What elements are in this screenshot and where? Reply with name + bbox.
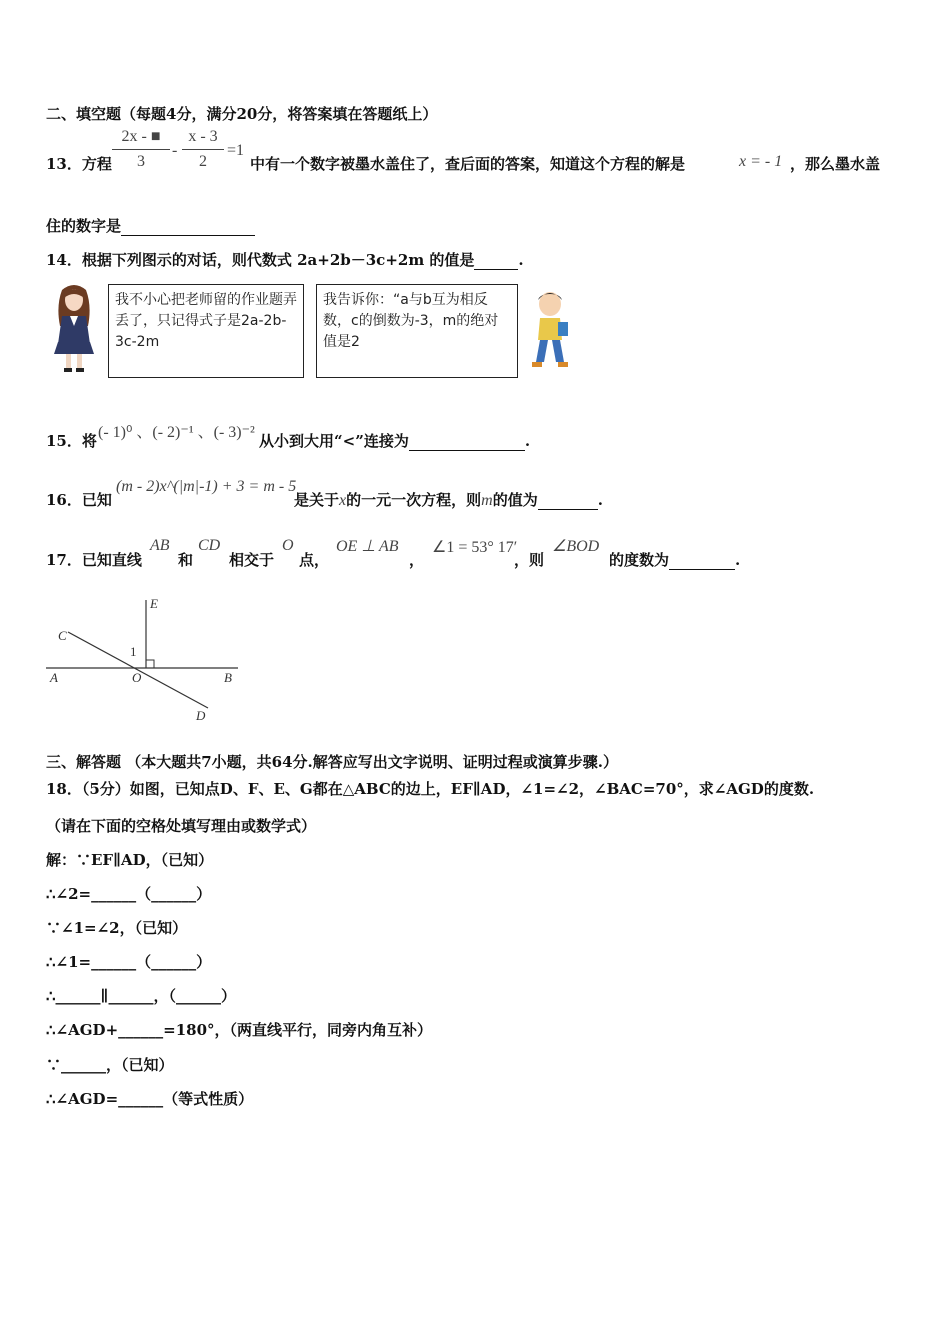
label-c: C <box>58 628 67 643</box>
q13-text: 中有一个数字被墨水盖住了，查后面的答案，知道这个方程的解是 <box>250 155 686 173</box>
label-b: B <box>224 670 232 685</box>
q17-answer-blank[interactable] <box>669 551 735 570</box>
q17-comma-1: ， <box>409 551 425 569</box>
q14-period: . <box>518 251 524 269</box>
label-angle-1: 1 <box>130 644 137 659</box>
q18-step-8[interactable]: ∴∠AGD=______（等式性质） <box>46 1090 254 1108</box>
q18-step-2[interactable]: ∴∠2=______（______） <box>46 885 212 903</box>
q17-intersect: 相交于 <box>229 551 275 569</box>
q13-frac1-numerator: 2x - ■ <box>121 128 161 145</box>
q13-fraction-2 <box>182 128 224 171</box>
q16-text-3: 的值为 <box>492 491 538 509</box>
q14-answer-blank[interactable] <box>474 251 518 270</box>
q18-step-6[interactable]: ∴∠AGD+______=180°，（两直线平行，同旁内角互补） <box>46 1021 433 1039</box>
q15-text <box>259 430 530 451</box>
q16-text-1: 是关于 <box>294 491 340 509</box>
q16-answer-blank[interactable] <box>538 491 598 510</box>
q17-text <box>609 549 740 570</box>
q13-solution: x = - 1 <box>739 153 783 170</box>
q17-point: 点， <box>299 551 330 569</box>
q15-number: 15．将 <box>46 432 97 450</box>
q18-step-5[interactable]: ∴______∥______，（______） <box>46 987 236 1005</box>
q16-number: 16．已知 <box>46 491 112 509</box>
q16-text-2: 的一元一次方程，则 <box>346 491 482 509</box>
q18-step-1: 解：∵EF∥AD，（已知） <box>46 851 214 869</box>
girl-illustration <box>48 282 100 374</box>
q13-line-2-text: 住的数字是 <box>46 217 122 235</box>
q13-answer-blank[interactable] <box>121 217 255 236</box>
label-d: D <box>196 708 206 723</box>
q18-hint: （请在下面的空格处填写理由或数学式） <box>46 817 317 835</box>
q17-period: . <box>735 551 741 569</box>
q17-cd: CD <box>198 537 221 554</box>
q17-and: 和 <box>178 551 194 569</box>
section-2-heading: 二、填空题（每题4分，满分20分，将答案填在答题纸上） <box>46 105 438 123</box>
q17-geometry-figure <box>40 592 250 726</box>
dialog-bubble-girl: 我不小心把老师留的作业题弄丢了，只记得式子是2a-2b-3c-2m <box>108 284 304 378</box>
q17-then: ，则 <box>514 551 545 569</box>
q13-frac2-numerator: x - 3 <box>188 128 218 145</box>
q14-text <box>46 249 524 270</box>
q18-step-4[interactable]: ∴∠1=______（______） <box>46 953 212 971</box>
q13-number: 13．方程 <box>46 155 112 173</box>
q13-fraction-1 <box>112 128 170 171</box>
q16-equation: (m - 2)x^(|m|-1) + 3 = m - 5 <box>116 478 297 495</box>
q18-text: 18．（5分）如图，已知点D、F、E、G都在△ABC的边上，EF∥AD，∠1=∠2，∠BAC=70°，求∠AGD的度数. <box>46 780 815 798</box>
q17-ab: AB <box>150 537 170 554</box>
right-angle-mark <box>146 660 154 668</box>
q17-o: O <box>282 537 294 554</box>
dialog-bubble-boy: 我告诉你：“a与b互为相反数，c的倒数为-3，m的绝对值是2 <box>316 284 518 378</box>
q18-step-3: ∵∠1=∠2，（已知） <box>46 919 188 937</box>
q15-expression: (- 1)⁰ 、(- 2)⁻¹ 、(- 3)⁻² <box>98 424 255 441</box>
q13-frac1-denominator: 3 <box>137 153 145 170</box>
q13-minus: - <box>172 142 178 159</box>
label-a: A <box>50 670 58 685</box>
q13-line-2 <box>46 215 255 236</box>
q16-text <box>294 489 603 510</box>
q15-period: . <box>524 432 531 450</box>
q17-number: 17．已知直线 <box>46 551 142 569</box>
q17-perpendicular: OE ⊥ AB <box>336 538 399 555</box>
label-o: O <box>132 670 142 685</box>
q18-step-7[interactable]: ∵______，（已知） <box>46 1056 174 1074</box>
q17-angle-bod: ∠BOD <box>552 538 600 555</box>
label-e: E <box>150 596 158 611</box>
q16-period: . <box>597 491 603 509</box>
q15-question: 从小到大用“<”连接为 <box>259 432 409 450</box>
section-3-heading: 三、解答题 （本大题共7小题，共64分.解答应写出文字说明、证明过程或演算步骤.） <box>46 753 618 771</box>
q17-angle-1: ∠1 = 53° 17′ <box>432 539 518 556</box>
q15-answer-blank[interactable] <box>409 432 525 451</box>
q17-question: 的度数为 <box>609 551 670 569</box>
boy-illustration <box>526 290 574 372</box>
q16-var-x: x <box>339 492 347 509</box>
q14-question: 14．根据下列图示的对话，则代数式 2a+2b－3c+2m 的值是 <box>46 251 475 269</box>
q13-equals: =1 <box>227 142 245 159</box>
q13-text-end: ，那么墨水盖 <box>790 155 881 173</box>
q16-var-m: m <box>481 492 493 509</box>
q13-frac2-denominator: 2 <box>199 153 207 170</box>
